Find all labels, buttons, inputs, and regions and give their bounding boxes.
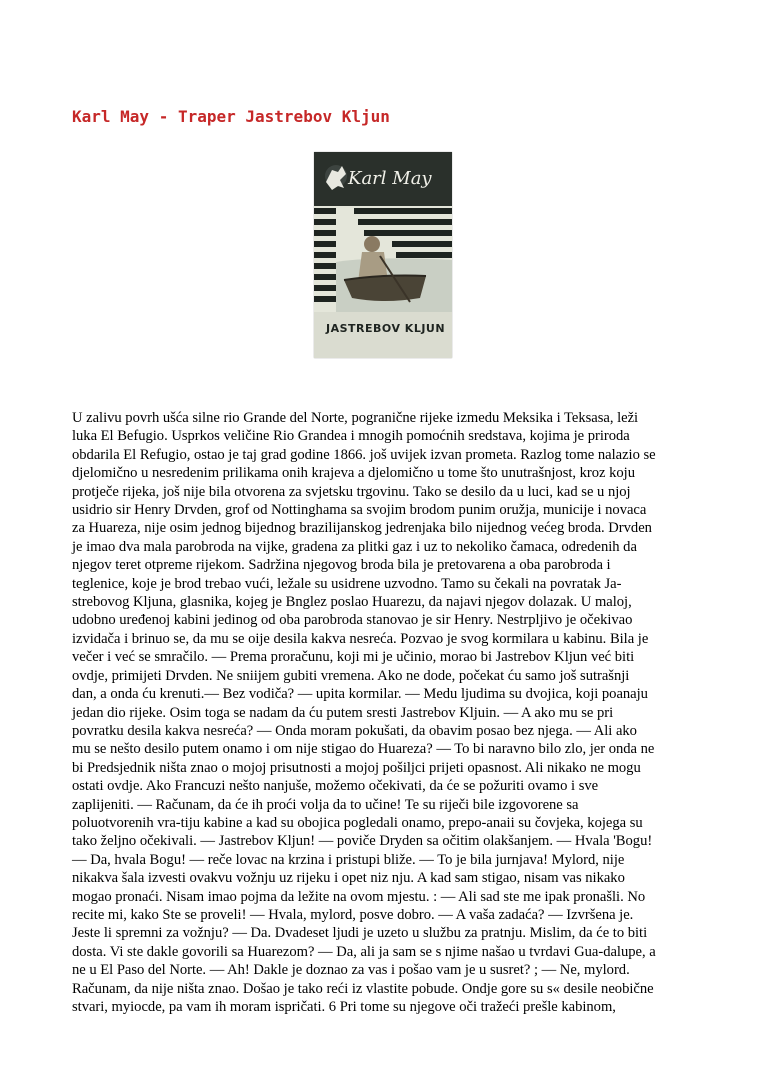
body-line: luka El Befugio. Usprkos veličine Rio Grandea i mnogih pomoćnih sredstava, kojima je priroda — [72, 428, 630, 445]
body-line: poluotvorenih vra-tiju kabine a kad su obojica pogledali onamo, prepo-anaii su čovjeka, kojega su — [72, 814, 643, 831]
body-line: U zalivu povrh ušća silne rio Grande del Norte, pogranične rijeke izmedu Meksika i Teksasa, leži — [72, 410, 639, 426]
body-line: obdarila El Refugio, ostao je taj grad godine 1866. još uvijek izvan prometa. Razlog tome nalazio se — [72, 446, 656, 463]
body-line: povratku desila kakva nesreća? — Onda moram pokušati, da obavim posao bez njega. — Ali ako — [72, 722, 637, 739]
cover-author-text: Karl May — [348, 168, 432, 189]
body-line: jedan dio rijeke. Osim toga se nadam da ću putem sresti Jastrebov Kljuin. — A ako mu se pri — [72, 704, 614, 721]
body-line: usidrio sir Henry Drvden, grof od Nottinghama sa svojim brodom punim oružja, municije i novaca — [72, 502, 647, 519]
body-line: dosta. Vi ste dakle govorili sa Huarezom? — Da, ali ja sam se s njime našao u tvrdavi Gua-dalupe, a — [72, 943, 656, 960]
body-line: večer i već se smračilo. — Prema proračunu, koji mi je učinio, morao bi Jastrebov Kljun već biti — [72, 649, 635, 666]
cover-title-text: JASTREBOV KLJUN — [326, 322, 446, 335]
document-body — [72, 409, 700, 1016]
body-line: dan, a onda ću krenuti.— Bez vodiča? — upita kormilar. — Medu ljudima su dvojica, koji poanaju — [72, 686, 648, 703]
body-line: ne u El Paso del Norte. — Ah! Dakle je doznao za vas i pošao vam je u susret? ; — Ne, mylord. — [72, 962, 630, 979]
body-line: bi Predsjednik ništa znao o mojoj prisutnosti a mojoj pošiljci prijeti opasnost. Ali nikako ne mogu — [72, 759, 641, 776]
body-line: protječe rijeka, još nije bila otvorena za svjetsku trgovinu. Tako se desilo da u luci, kad se u njoj — [72, 483, 631, 500]
book-cover-image — [314, 152, 452, 358]
document-title: Karl May - Traper Jastrebov Kljun — [72, 107, 390, 126]
body-line: je imao dva mala parobroda na vijke, gradena za plitki gaz i uz to nekoliko čamaca, odredenih da — [72, 538, 637, 555]
body-line: — Da, hvala Bogu! — reče lovac na krzina i pristupi bliže. — To je bila jurnjava! Mylord, nije — [72, 851, 625, 868]
body-line: Računam, da nije ništa znao. Došao je tako reći iz vlastite pobude. Ondje gore su s« desile neobične — [72, 980, 654, 997]
body-line: ostati ovdje. Ako Francuzi nešto nanjuše, možemo očekivati, da će se požuriti ovamo i sve — [72, 778, 599, 795]
body-line: udobno uređenoj kabini jedinog od oba parobroda stanovao je sir Henry. Nestrpljivo je očekivao — [72, 612, 633, 629]
body-line: stvari, myiocde, pa vam ih moram ispričati. 6 Pri tome su njegove oči tražeći prešle kabinom, — [72, 999, 616, 1015]
body-line: mu se nešto desilo putem onamo i om nije stigao do Huareza? — To bi naravno bilo zlo, jer onda ne — [72, 741, 655, 758]
body-line: tako željno očekivali. — Jastrebov Kljun! — poviče Dryden sa očitim olakšanjem. — Hvala 'Bogu! — [72, 833, 653, 850]
body-line: ovdje, primijeti Drvden. Ne sniijem gubiti vremena. Ako ne dode, počekat ću samo još sutrašnji — [72, 667, 630, 684]
body-line: Jeste li spremni za vožnju? — Da. Dvadeset ljudi je uzeto u službu za pratnju. Mislim, da će to biti — [72, 925, 648, 942]
body-line: njegov teret otpreme rijekom. Sadržina njegovog broda bila je pretovarena a oba parobroda i — [72, 557, 611, 574]
body-line: izvidača i brinuo se, da mu se oije desila kakva nesreća. Pozvao je svog kormilara u kabinu. Bila je — [72, 630, 649, 647]
body-line: zaplijeniti. — Računam, da će ih proći volja da to učine! Te su riječi bile izgovorene sa — [72, 796, 579, 813]
body-line: za Huareza, nije osim jednog bijednog brazilijanskog jedrenjaka bilo nijednog većeg broda. Drvden — [72, 520, 652, 537]
body-line: recite mi, kako Ste se proveli! — Hvala, mylord, posve dobro. — A vaša zadaća? — Izvršena je. — [72, 906, 634, 923]
body-line: strebovog Kljuna, glasnika, kojeg je Bnglez poslao Huarezu, da najavi njegov dolazak. U maloj, — [72, 594, 632, 611]
body-line: djelomično u nesredenim prilikama onih krajeva a djelomično u tome što unutrašnjost, kroz koju — [72, 465, 635, 482]
body-line: mogao pronaći. Nisam imao pojma da ležite na ovom mjestu. : — Ali sad ste me ipak pronašli. No — [72, 888, 646, 905]
body-line: teglenice, koje je brod trebao vući, ležale su usidrene uzvodno. Tamo su čekali na povratak Ja- — [72, 575, 622, 592]
body-line: nikakva šala izvesti ovakvu vožnju uz rijeku i opet niz nju. A kad sam stigao, nisam vas nikako — [72, 870, 625, 887]
